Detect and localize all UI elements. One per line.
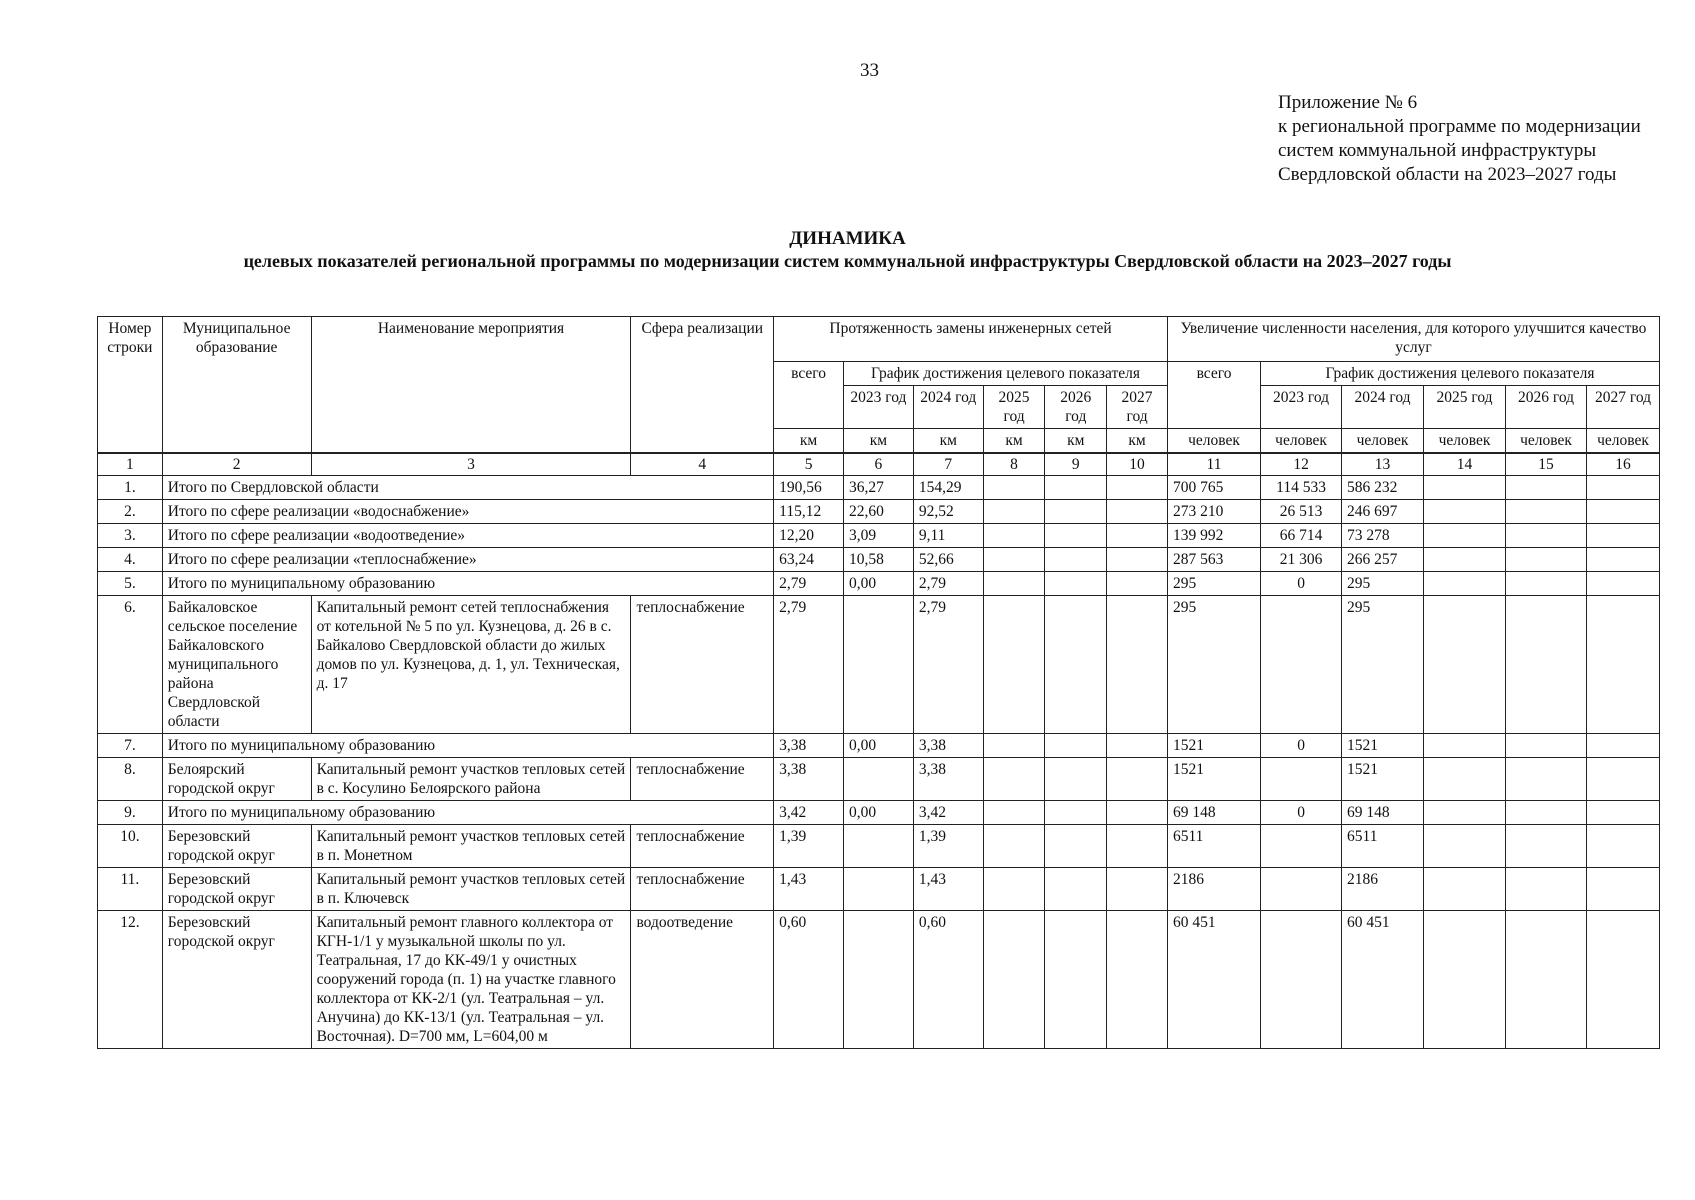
cell-n: 8. — [98, 758, 163, 801]
table-row-total — [98, 572, 1660, 596]
column-number: 4 — [631, 453, 774, 476]
header-population-group: Увеличение численности населения, для которого улучшится качество услуг — [1167, 317, 1659, 362]
table-row-total — [98, 801, 1660, 825]
cell-km-2023: 36,27 — [844, 476, 914, 500]
cell-empty — [1586, 801, 1659, 825]
column-number: 8 — [983, 453, 1045, 476]
cell-empty — [1424, 734, 1506, 758]
cell-pop-2023: 0 — [1261, 572, 1342, 596]
unit-people: человек — [1586, 429, 1659, 454]
cell-empty — [983, 801, 1045, 825]
cell-km-2023 — [844, 596, 914, 734]
cell-km-2024: 92,52 — [913, 500, 983, 524]
cell-km-total: 2,79 — [774, 596, 844, 734]
cell-km-2023: 0,00 — [844, 801, 914, 825]
cell-event: Капитальный ремонт участков тепловых сетей в п. Ключевск — [311, 868, 631, 911]
cell-n: 4. — [98, 548, 163, 572]
table-row — [98, 596, 1660, 734]
cell-label: Итого по муниципальному образованию — [162, 734, 773, 758]
cell-km-2024: 9,11 — [913, 524, 983, 548]
cell-n: 3. — [98, 524, 163, 548]
header-pop-year: 2026 год — [1506, 386, 1587, 429]
column-number: 1 — [98, 453, 163, 476]
cell-km-total: 63,24 — [774, 548, 844, 572]
cell-empty — [1586, 596, 1659, 734]
cell-label: Итого по сфере реализации «теплоснабжение» — [162, 548, 773, 572]
cell-municipality: Березовский городской округ — [162, 825, 311, 868]
table-row-total — [98, 500, 1660, 524]
cell-empty — [1045, 476, 1107, 500]
cell-empty — [1586, 734, 1659, 758]
cell-empty — [1506, 500, 1587, 524]
cell-km-2024: 0,60 — [913, 911, 983, 1049]
table-row-total — [98, 548, 1660, 572]
cell-km-2024: 3,38 — [913, 758, 983, 801]
cell-km-2023: 22,60 — [844, 500, 914, 524]
unit-km: км — [844, 429, 914, 454]
cell-pop-2024: 60 451 — [1342, 911, 1424, 1049]
cell-empty — [1107, 524, 1168, 548]
cell-empty — [983, 500, 1045, 524]
header-km-schedule: График достижения целевого показателя — [844, 362, 1168, 386]
cell-pop-2024: 295 — [1342, 572, 1424, 596]
column-number: 13 — [1342, 453, 1424, 476]
cell-km-total: 1,39 — [774, 825, 844, 868]
cell-n: 2. — [98, 500, 163, 524]
cell-label: Итого по сфере реализации «водоотведение» — [162, 524, 773, 548]
cell-pop-total: 139 992 — [1167, 524, 1260, 548]
cell-empty — [1107, 734, 1168, 758]
cell-municipality: Белоярский городской округ — [162, 758, 311, 801]
cell-empty — [1424, 572, 1506, 596]
table-row — [98, 868, 1660, 911]
cell-empty — [1506, 801, 1587, 825]
cell-label: Итого по муниципальному образованию — [162, 801, 773, 825]
cell-empty — [1045, 596, 1107, 734]
cell-empty — [1045, 524, 1107, 548]
table-row-total — [98, 476, 1660, 500]
cell-km-2024: 2,79 — [913, 572, 983, 596]
column-number: 6 — [844, 453, 914, 476]
cell-empty — [1424, 548, 1506, 572]
table-body — [98, 476, 1660, 1049]
cell-pop-total: 6511 — [1167, 825, 1260, 868]
cell-km-2024: 1,43 — [913, 868, 983, 911]
cell-empty — [1424, 758, 1506, 801]
cell-empty — [1506, 548, 1587, 572]
cell-pop-2023: 0 — [1261, 801, 1342, 825]
cell-empty — [1107, 572, 1168, 596]
cell-sphere: водоотведение — [631, 911, 774, 1049]
cell-empty — [983, 825, 1045, 868]
cell-empty — [1586, 548, 1659, 572]
cell-empty — [1045, 825, 1107, 868]
column-number: 11 — [1167, 453, 1260, 476]
cell-pop-2024: 246 697 — [1342, 500, 1424, 524]
cell-n: 12. — [98, 911, 163, 1049]
cell-event: Капитальный ремонт главного коллектора от КГН-1/1 у музыкальной школы по ул. Театральная, 17 до КК-49/1 у очистных сооружений города (п. 1) на участке главного коллектора от КК-2/1 (ул. Театральная – ул. Анучина) до КК-13/1 (ул. Театральная – ул. Восточная). D=700 мм, L=604,00 м — [311, 911, 631, 1049]
cell-empty — [1045, 801, 1107, 825]
cell-pop-2024: 73 278 — [1342, 524, 1424, 548]
cell-pop-2024: 6511 — [1342, 825, 1424, 868]
cell-n: 11. — [98, 868, 163, 911]
cell-km-total: 2,79 — [774, 572, 844, 596]
cell-km-2024: 3,42 — [913, 801, 983, 825]
cell-empty — [1424, 524, 1506, 548]
unit-km: км — [983, 429, 1045, 454]
cell-km-2024: 3,38 — [913, 734, 983, 758]
table-row-total — [98, 734, 1660, 758]
appendix-line: к региональной программе по модернизации — [1278, 116, 1641, 137]
cell-label: Итого по сфере реализации «водоснабжение» — [162, 500, 773, 524]
cell-km-total: 0,60 — [774, 911, 844, 1049]
column-number: 2 — [162, 453, 311, 476]
cell-pop-2023: 66 714 — [1261, 524, 1342, 548]
cell-empty — [1586, 500, 1659, 524]
cell-km-2023: 0,00 — [844, 734, 914, 758]
header-km-year: 2023 год — [844, 386, 914, 429]
column-number: 7 — [913, 453, 983, 476]
cell-empty — [983, 868, 1045, 911]
cell-empty — [1045, 572, 1107, 596]
cell-empty — [983, 911, 1045, 1049]
cell-sphere: теплоснабжение — [631, 868, 774, 911]
unit-km: км — [1107, 429, 1168, 454]
cell-empty — [1506, 825, 1587, 868]
cell-empty — [1107, 476, 1168, 500]
cell-pop-total: 287 563 — [1167, 548, 1260, 572]
cell-empty — [1586, 524, 1659, 548]
column-number: 5 — [774, 453, 844, 476]
cell-pop-total: 60 451 — [1167, 911, 1260, 1049]
unit-people: человек — [1506, 429, 1587, 454]
cell-empty — [1045, 868, 1107, 911]
cell-municipality: Байкаловское сельское поселение Байкаловского муниципального района Свердловской области — [162, 596, 311, 734]
cell-pop-total: 700 765 — [1167, 476, 1260, 500]
header-sphere: Сфера реализации — [631, 317, 774, 454]
header-km-year: 2026 год — [1045, 386, 1107, 429]
header-km-year: 2025 год — [983, 386, 1045, 429]
cell-pop-2023: 114 533 — [1261, 476, 1342, 500]
cell-n: 6. — [98, 596, 163, 734]
cell-pop-2024: 1521 — [1342, 758, 1424, 801]
cell-km-2024: 1,39 — [913, 825, 983, 868]
cell-empty — [1506, 734, 1587, 758]
cell-empty — [1586, 868, 1659, 911]
cell-empty — [1586, 758, 1659, 801]
unit-people: человек — [1261, 429, 1342, 454]
cell-empty — [1506, 911, 1587, 1049]
cell-empty — [1107, 825, 1168, 868]
appendix-line: Свердловской области на 2023–2027 годы — [1278, 164, 1617, 185]
cell-pop-total: 69 148 — [1167, 801, 1260, 825]
column-number-row — [98, 453, 1660, 476]
cell-empty — [1506, 476, 1587, 500]
cell-event: Капитальный ремонт сетей теплоснабжения от котельной № 5 по ул. Кузнецова, д. 26 в с. Байкалово Свердловской области до жилых домов по ул. Кузнецова, д. 1, ул. Техническая, д. 17 — [311, 596, 631, 734]
header-pop-year: 2027 год — [1586, 386, 1659, 429]
cell-pop-2024: 586 232 — [1342, 476, 1424, 500]
cell-empty — [1424, 476, 1506, 500]
cell-pop-2024: 266 257 — [1342, 548, 1424, 572]
cell-km-total: 115,12 — [774, 500, 844, 524]
cell-pop-total: 2186 — [1167, 868, 1260, 911]
cell-empty — [1045, 548, 1107, 572]
cell-pop-2024: 2186 — [1342, 868, 1424, 911]
column-number: 14 — [1424, 453, 1506, 476]
cell-empty — [983, 524, 1045, 548]
column-number: 10 — [1107, 453, 1168, 476]
unit-km: км — [1045, 429, 1107, 454]
cell-km-2024: 2,79 — [913, 596, 983, 734]
cell-empty — [983, 734, 1045, 758]
header-km-year: 2027 год — [1107, 386, 1168, 429]
cell-km-2023 — [844, 868, 914, 911]
cell-empty — [1586, 825, 1659, 868]
cell-event: Капитальный ремонт участков тепловых сетей в п. Монетном — [311, 825, 631, 868]
cell-empty — [1506, 758, 1587, 801]
cell-empty — [983, 476, 1045, 500]
cell-pop-total: 273 210 — [1167, 500, 1260, 524]
cell-pop-2023: 0 — [1261, 734, 1342, 758]
header-km-year: 2024 год — [913, 386, 983, 429]
column-number: 12 — [1261, 453, 1342, 476]
cell-pop-2023: 21 306 — [1261, 548, 1342, 572]
unit-km: км — [774, 429, 844, 454]
cell-km-2023: 3,09 — [844, 524, 914, 548]
column-number: 16 — [1586, 453, 1659, 476]
cell-km-total: 190,56 — [774, 476, 844, 500]
cell-empty — [1107, 500, 1168, 524]
cell-km-total: 12,20 — [774, 524, 844, 548]
header-pop-year: 2024 год — [1342, 386, 1424, 429]
cell-empty — [983, 548, 1045, 572]
cell-empty — [1424, 825, 1506, 868]
cell-empty — [1107, 868, 1168, 911]
cell-empty — [1424, 801, 1506, 825]
cell-km-2023: 0,00 — [844, 572, 914, 596]
unit-people: человек — [1167, 429, 1260, 454]
cell-pop-2023 — [1261, 825, 1342, 868]
table-row — [98, 911, 1660, 1049]
cell-sphere: теплоснабжение — [631, 825, 774, 868]
cell-pop-total: 1521 — [1167, 758, 1260, 801]
cell-pop-2023: 26 513 — [1261, 500, 1342, 524]
unit-people: человек — [1342, 429, 1424, 454]
unit-people: человек — [1424, 429, 1506, 454]
appendix-note — [1278, 91, 1641, 187]
cell-label: Итого по Свердловской области — [162, 476, 773, 500]
cell-n: 9. — [98, 801, 163, 825]
cell-empty — [1506, 868, 1587, 911]
cell-n: 7. — [98, 734, 163, 758]
cell-empty — [1045, 500, 1107, 524]
cell-empty — [1107, 911, 1168, 1049]
unit-km: км — [913, 429, 983, 454]
cell-km-total: 1,43 — [774, 868, 844, 911]
header-pop-year: 2023 год — [1261, 386, 1342, 429]
cell-km-2023 — [844, 911, 914, 1049]
appendix-line: Приложение № 6 — [1278, 92, 1418, 113]
indicators-table — [97, 316, 1660, 1049]
header-pop-year: 2025 год — [1424, 386, 1506, 429]
cell-empty — [1107, 548, 1168, 572]
cell-pop-2023 — [1261, 868, 1342, 911]
cell-km-2023 — [844, 758, 914, 801]
cell-empty — [1506, 596, 1587, 734]
cell-empty — [1586, 911, 1659, 1049]
cell-sphere: теплоснабжение — [631, 758, 774, 801]
cell-empty — [1107, 596, 1168, 734]
cell-empty — [1586, 476, 1659, 500]
cell-km-2024: 154,29 — [913, 476, 983, 500]
cell-pop-total: 295 — [1167, 572, 1260, 596]
table-row-total — [98, 524, 1660, 548]
cell-municipality: Березовский городской округ — [162, 911, 311, 1049]
table-row — [98, 825, 1660, 868]
document-subtitle: целевых показателей региональной программы по модернизации систем коммунальной инфраструктуры Свердловской области на 2023–2027 годы — [243, 251, 1452, 271]
cell-empty — [983, 596, 1045, 734]
document-title: ДИНАМИКА — [789, 228, 906, 249]
cell-n: 1. — [98, 476, 163, 500]
cell-empty — [1424, 868, 1506, 911]
header-networks-group: Протяженность замены инженерных сетей — [774, 317, 1168, 362]
cell-pop-2024: 295 — [1342, 596, 1424, 734]
cell-empty — [1045, 734, 1107, 758]
column-number: 9 — [1045, 453, 1107, 476]
cell-empty — [983, 572, 1045, 596]
cell-pop-2024: 1521 — [1342, 734, 1424, 758]
cell-empty — [1107, 758, 1168, 801]
page-number: 33 — [860, 60, 879, 81]
table-row — [98, 758, 1660, 801]
header-event-name: Наименование мероприятия — [311, 317, 631, 454]
cell-empty — [1424, 911, 1506, 1049]
header-km-total: всего — [774, 362, 844, 429]
cell-pop-2023 — [1261, 596, 1342, 734]
cell-empty — [1107, 801, 1168, 825]
cell-empty — [1424, 596, 1506, 734]
cell-km-total: 3,38 — [774, 734, 844, 758]
header-municipality: Муниципальное образование — [162, 317, 311, 454]
cell-empty — [1506, 572, 1587, 596]
cell-event: Капитальный ремонт участков тепловых сетей в с. Косулино Белоярского района — [311, 758, 631, 801]
appendix-line: систем коммунальной инфраструктуры — [1278, 140, 1597, 161]
header-pop-schedule: График достижения целевого показателя — [1261, 362, 1660, 386]
cell-km-2024: 52,66 — [913, 548, 983, 572]
cell-empty — [1586, 572, 1659, 596]
cell-km-total: 3,42 — [774, 801, 844, 825]
cell-n: 5. — [98, 572, 163, 596]
cell-empty — [1424, 500, 1506, 524]
cell-pop-2023 — [1261, 758, 1342, 801]
cell-n: 10. — [98, 825, 163, 868]
header-pop-total: всего — [1167, 362, 1260, 429]
cell-empty — [1506, 524, 1587, 548]
column-number: 15 — [1506, 453, 1587, 476]
cell-pop-total: 295 — [1167, 596, 1260, 734]
header-row — [98, 317, 1660, 362]
cell-km-total: 3,38 — [774, 758, 844, 801]
header-row-number: Номер строки — [98, 317, 163, 454]
cell-pop-2024: 69 148 — [1342, 801, 1424, 825]
cell-pop-2023 — [1261, 911, 1342, 1049]
cell-pop-total: 1521 — [1167, 734, 1260, 758]
column-number: 3 — [311, 453, 631, 476]
cell-municipality: Березовский городской округ — [162, 868, 311, 911]
cell-sphere: теплоснабжение — [631, 596, 774, 734]
cell-km-2023: 10,58 — [844, 548, 914, 572]
cell-label: Итого по муниципальному образованию — [162, 572, 773, 596]
cell-empty — [1045, 758, 1107, 801]
cell-empty — [1045, 911, 1107, 1049]
cell-empty — [983, 758, 1045, 801]
cell-km-2023 — [844, 825, 914, 868]
